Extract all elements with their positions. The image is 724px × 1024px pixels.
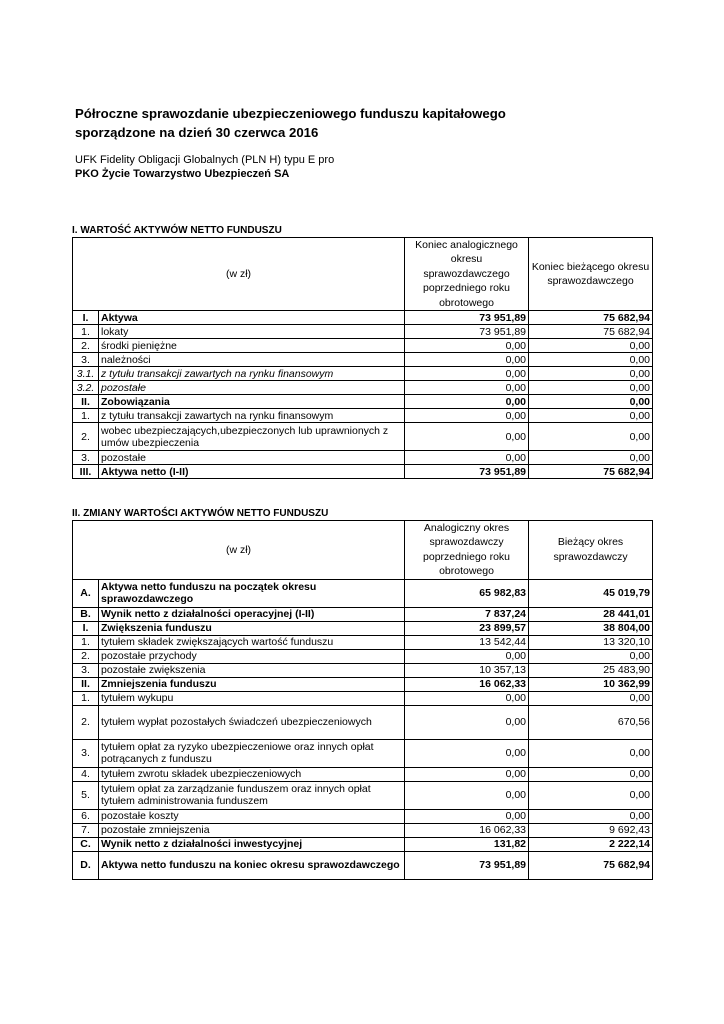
row-value-prev: 16 062,33: [405, 677, 529, 691]
row-number: 3.: [73, 451, 99, 465]
row-number: 2.: [73, 649, 99, 663]
row-value-curr: 45 019,79: [529, 579, 653, 607]
report-title-line1: Półroczne sprawozdanie ubezpieczeniowego funduszu kapitałowego: [75, 106, 506, 121]
table-row: [73, 705, 653, 739]
row-value-prev: 131,82: [405, 837, 529, 851]
row-label: Wynik netto z działalności inwestycyjnej: [99, 837, 405, 851]
table-row: [73, 451, 653, 465]
table-row: [73, 579, 653, 607]
table-row: [73, 339, 653, 353]
row-value-prev: 0,00: [405, 395, 529, 409]
col-curr-header: Koniec bieżącego okresu sprawozdawczego: [529, 238, 653, 311]
row-number: C.: [73, 837, 99, 851]
row-value-curr: 0,00: [529, 339, 653, 353]
row-number: 1.: [73, 409, 99, 423]
row-number: 3.: [73, 663, 99, 677]
row-value-curr: 0,00: [529, 423, 653, 451]
row-label: tytułem wypłat pozostałych świadczeń ubezpieczeniowych: [99, 705, 405, 739]
col-prev-header: Koniec analogicznego okresu sprawozdawczego poprzedniego roku obrotowego: [405, 238, 529, 311]
row-label: tytułem opłat za ryzyko ubezpieczeniowe oraz innych opłat potrącanych z funduszu: [99, 739, 405, 767]
row-label: pozostałe zwiększenia: [99, 663, 405, 677]
table-row: [73, 781, 653, 809]
table-row: [73, 739, 653, 767]
company-name: PKO Życie Towarzystwo Ubezpieczeń SA: [75, 168, 290, 180]
row-value-prev: 0,00: [405, 409, 529, 423]
row-label: tytułem składek zwiększających wartość funduszu: [99, 635, 405, 649]
table-row: [73, 381, 653, 395]
row-number: A.: [73, 579, 99, 607]
row-value-curr: 0,00: [529, 649, 653, 663]
row-number: 2.: [73, 423, 99, 451]
row-value-curr: 75 682,94: [529, 311, 653, 325]
table-row: [73, 837, 653, 851]
report-title-line2: sporządzone na dzień 30 czerwca 2016: [75, 125, 319, 140]
row-number: I.: [73, 621, 99, 635]
table-row: [73, 409, 653, 423]
section2-title: II. ZMIANY WARTOŚCI AKTYWÓW NETTO FUNDUSZU: [72, 508, 329, 519]
unit-label: (w zł): [73, 521, 405, 580]
table-row: [73, 367, 653, 381]
row-number: II.: [73, 677, 99, 691]
row-value-prev: 0,00: [405, 339, 529, 353]
row-label: pozostałe: [99, 451, 405, 465]
col-curr-header: Bieżący okres sprawozdawczy: [529, 521, 653, 580]
row-value-prev: 0,00: [405, 705, 529, 739]
row-value-curr: 670,56: [529, 705, 653, 739]
row-label: tytułem wykupu: [99, 691, 405, 705]
row-value-prev: 0,00: [405, 423, 529, 451]
row-value-prev: 0,00: [405, 451, 529, 465]
row-value-prev: 0,00: [405, 809, 529, 823]
table-row: [73, 311, 653, 325]
table-row: [73, 677, 653, 691]
row-value-curr: 0,00: [529, 367, 653, 381]
col-prev-header: Analogiczny okres sprawozdawczy poprzedniego roku obrotowego: [405, 521, 529, 580]
row-value-curr: 75 682,94: [529, 465, 653, 479]
row-value-curr: 38 804,00: [529, 621, 653, 635]
row-label: Aktywa netto (I-II): [99, 465, 405, 479]
row-value-prev: 16 062,33: [405, 823, 529, 837]
row-value-prev: 0,00: [405, 381, 529, 395]
table-row: [73, 395, 653, 409]
row-number: 1.: [73, 635, 99, 649]
row-number: 4.: [73, 767, 99, 781]
report-title: [75, 104, 506, 142]
net-assets-table: [72, 237, 653, 479]
row-number: II.: [73, 395, 99, 409]
row-label: pozostałe zmniejszenia: [99, 823, 405, 837]
row-value-curr: 75 682,94: [529, 851, 653, 879]
row-value-curr: 2 222,14: [529, 837, 653, 851]
row-label: pozostałe koszty: [99, 809, 405, 823]
table-row: [73, 353, 653, 367]
row-value-prev: 73 951,89: [405, 851, 529, 879]
row-value-prev: 13 542,44: [405, 635, 529, 649]
row-label: pozostałe przychody: [99, 649, 405, 663]
row-label: Aktywa netto funduszu na początek okresu sprawozdawczego: [99, 579, 405, 607]
row-value-prev: 23 899,57: [405, 621, 529, 635]
row-value-curr: 75 682,94: [529, 325, 653, 339]
row-value-prev: 7 837,24: [405, 607, 529, 621]
row-number: 5.: [73, 781, 99, 809]
row-number: 7.: [73, 823, 99, 837]
row-number: 3.: [73, 739, 99, 767]
row-label: środki pieniężne: [99, 339, 405, 353]
unit-label: (w zł): [73, 238, 405, 311]
row-label: lokaty: [99, 325, 405, 339]
row-value-curr: 28 441,01: [529, 607, 653, 621]
row-label: tytułem zwrotu składek ubezpieczeniowych: [99, 767, 405, 781]
row-label: Zmniejszenia funduszu: [99, 677, 405, 691]
net-assets-changes-table: [72, 520, 653, 880]
table-row: [73, 607, 653, 621]
row-value-curr: 0,00: [529, 767, 653, 781]
row-number: 3.1.: [73, 367, 99, 381]
table-row: [73, 809, 653, 823]
row-value-prev: 73 951,89: [405, 311, 529, 325]
row-value-prev: 0,00: [405, 767, 529, 781]
row-value-curr: 13 320,10: [529, 635, 653, 649]
row-number: I.: [73, 311, 99, 325]
section1-title: I. WARTOŚĆ AKTYWÓW NETTO FUNDUSZU: [72, 225, 282, 236]
row-value-curr: 0,00: [529, 809, 653, 823]
row-number: 2.: [73, 705, 99, 739]
table-row: [73, 465, 653, 479]
row-label: tytułem opłat za zarządzanie funduszem oraz innych opłat tytułem administrowania funduszem: [99, 781, 405, 809]
row-value-prev: 0,00: [405, 649, 529, 663]
row-value-curr: 0,00: [529, 353, 653, 367]
row-value-curr: 0,00: [529, 739, 653, 767]
row-value-prev: 0,00: [405, 739, 529, 767]
row-number: 3.: [73, 353, 99, 367]
fund-name: UFK Fidelity Obligacji Globalnych (PLN H) typu E pro: [75, 154, 335, 166]
row-value-curr: 25 483,90: [529, 663, 653, 677]
row-label: Wynik netto z działalności operacyjnej (I-II): [99, 607, 405, 621]
row-value-curr: 0,00: [529, 381, 653, 395]
row-number: 6.: [73, 809, 99, 823]
row-value-curr: 0,00: [529, 409, 653, 423]
table-row: [73, 621, 653, 635]
row-number: 1.: [73, 325, 99, 339]
row-label: pozostałe: [99, 381, 405, 395]
table-row: [73, 851, 653, 879]
row-label: z tytułu transakcji zawartych na rynku finansowym: [99, 409, 405, 423]
table-row: [73, 767, 653, 781]
row-number: III.: [73, 465, 99, 479]
row-value-curr: 9 692,43: [529, 823, 653, 837]
row-value-curr: 0,00: [529, 395, 653, 409]
row-label: należności: [99, 353, 405, 367]
row-number: 2.: [73, 339, 99, 353]
table-row: [73, 423, 653, 451]
row-label: Zobowiązania: [99, 395, 405, 409]
row-value-curr: 0,00: [529, 781, 653, 809]
row-value-prev: 0,00: [405, 367, 529, 381]
row-value-curr: 0,00: [529, 451, 653, 465]
table-row: [73, 691, 653, 705]
table-row: [73, 325, 653, 339]
row-label: Zwiększenia funduszu: [99, 621, 405, 635]
table-row: [73, 823, 653, 837]
row-value-prev: 73 951,89: [405, 465, 529, 479]
table-row: [73, 649, 653, 663]
row-value-prev: 65 982,83: [405, 579, 529, 607]
table-row: [73, 635, 653, 649]
table-header-row: [73, 238, 653, 311]
row-value-prev: 73 951,89: [405, 325, 529, 339]
row-value-prev: 0,00: [405, 781, 529, 809]
row-value-curr: 10 362,99: [529, 677, 653, 691]
row-number: 3.2.: [73, 381, 99, 395]
table-header-row: [73, 521, 653, 580]
row-value-curr: 0,00: [529, 691, 653, 705]
row-value-prev: 10 357,13: [405, 663, 529, 677]
row-number: D.: [73, 851, 99, 879]
row-value-prev: 0,00: [405, 353, 529, 367]
table-row: [73, 663, 653, 677]
row-label: Aktywa: [99, 311, 405, 325]
row-number: B.: [73, 607, 99, 621]
row-label: z tytułu transakcji zawartych na rynku finansowym: [99, 367, 405, 381]
row-label: Aktywa netto funduszu na koniec okresu sprawozdawczego: [99, 851, 405, 879]
row-number: 1.: [73, 691, 99, 705]
row-label: wobec ubezpieczających,ubezpieczonych lub uprawnionych z umów ubezpieczenia: [99, 423, 405, 451]
row-value-prev: 0,00: [405, 691, 529, 705]
